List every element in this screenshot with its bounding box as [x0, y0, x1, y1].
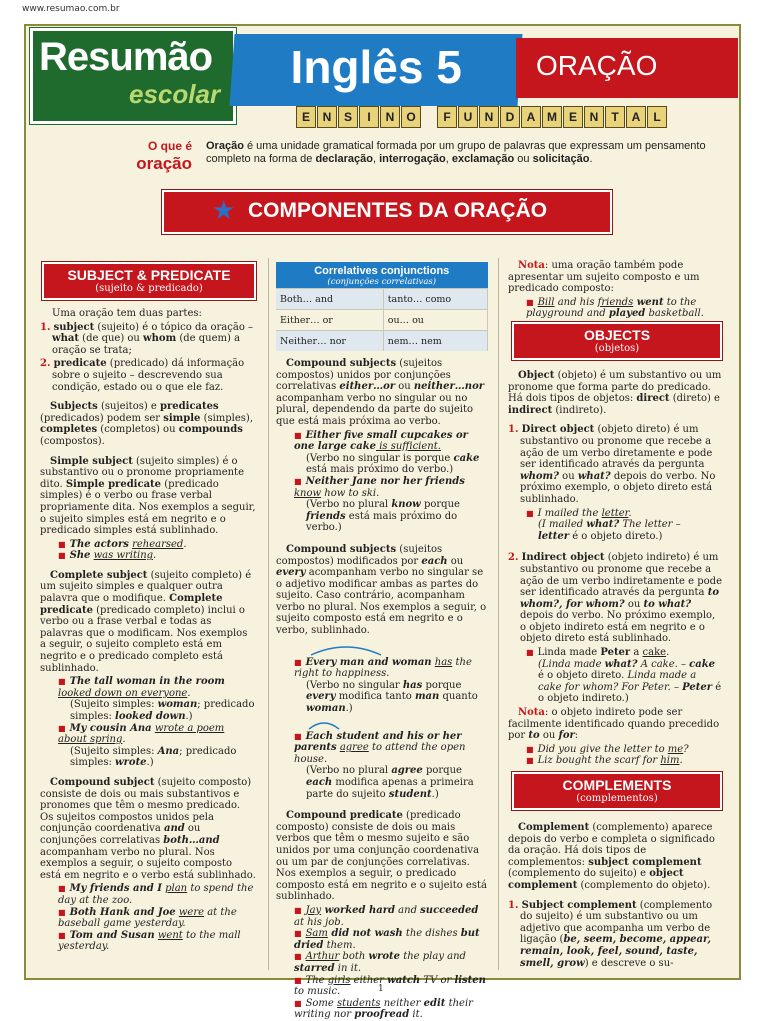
site-url: www.resumao.com.br [22, 4, 120, 14]
column-3b [508, 370, 722, 767]
example-note: (Linda made what? A cake. – cake é o objeto direto. Linda made a cake for whom? For Peter. – Peter é o objeto indireto.) [538, 658, 722, 705]
section-subtitle: (complementos) [576, 793, 658, 804]
bullet-icon: ■ [526, 744, 534, 754]
level-tiles [296, 106, 667, 128]
example: ■ Tom and Susan went to the mall yesterday. [58, 929, 241, 953]
example: ■ Every man and woman has the right to happiness. [294, 656, 472, 680]
brand-line2: escolar [129, 79, 221, 109]
term: subject [53, 321, 95, 333]
text: (de quem) a oração se trata; [52, 333, 241, 356]
bullet-icon: ■ [294, 731, 302, 741]
paragraph: Compound subject (sujeito composto) consiste de dois ou mais substantivos e pronomes que têm o mesmo predicado. Os sujeitos compostos unidos pela conjunção coordenativa and ou conjunções correlativas both…and acompanham verbo no plural. Nos exemplos a seguir, o sujeito composto está em negrito e o verbo está sublinhado. [40, 776, 256, 881]
intro-k3: exclamação [451, 153, 515, 165]
table-cell: Both… and [276, 289, 383, 310]
list-item [40, 322, 256, 357]
paragraph: Complete subject (sujeito completo) é um sujeito simples e qualquer outra palavra que o modifique. Complete predicate (predicado completo) inclui o verbo ou a frase verbal e todas as palavras que o modificam. Nos exemplos a seguir, o sujeito completo está em negrito e o predicado completo está sublinhado. [40, 569, 252, 674]
arrow-icon [306, 643, 386, 657]
table-row [276, 289, 488, 310]
section-subtitle: (objetos) [594, 343, 640, 354]
bullet-icon: ■ [58, 551, 66, 561]
bullet-icon: ■ [58, 677, 66, 687]
page-title: Inglês 5 [290, 41, 462, 93]
example: ■ Neither Jane nor her friends know how to ski. [294, 475, 465, 499]
intro-text: é uma unidade gramatical formada por um grupo de palavras que expressam um pensamento completo na forma de [206, 140, 706, 165]
bullet-icon: ■ [526, 297, 534, 307]
level-tile: O [401, 106, 421, 128]
bullet-icon: ■ [58, 884, 66, 894]
example: ■ The actors rehearsed. [58, 538, 187, 550]
level-tile: S [338, 106, 358, 128]
level-tile: T [605, 106, 625, 128]
paragraph: Compound subjects (sujeitos compostos) unidos por conjunções correlativas either…or ou neither…nor acompanham verbo no singular ou no plural, dependendo da parte do sujeito que está mais próxima ao verbo. [276, 358, 485, 427]
level-tile: N [584, 106, 604, 128]
title-box [229, 34, 522, 106]
example: ■ Both Hank and Joe were at the baseball game yesterday. [58, 906, 237, 930]
page-number: 1 [378, 984, 384, 994]
bullet-icon: ■ [58, 907, 66, 917]
intro-term: Oração [206, 140, 244, 152]
list-item: 1. Subject complement (complemento do sujeito) é um substantivo ou um adjetivo que acompanha um verbo de ligação (be, seem, become, appear, remain, look, feel, sound, taste, smell, grow) e descreve o su- [508, 899, 713, 969]
bullet-icon: ■ [294, 430, 302, 440]
list-item: 2. Indirect object (objeto indireto) é um substantivo ou pronome que recebe a ação de um verbo indiretamente e pode ser identificado através da pergunta to whom?, for whom? ou to what? depois do verbo. No próximo exemplo, o objeto indireto está em negrito e o objeto direto está sublinhado. [508, 552, 722, 645]
bullet-icon: ■ [294, 929, 302, 939]
column-divider [268, 258, 269, 970]
example: ■ Jay worked hard and succeeded at his job. [294, 904, 479, 928]
bullet-icon: ■ [294, 476, 302, 486]
subject-predicate-header [42, 262, 256, 300]
section-title: SUBJECT & PREDICATE [67, 267, 231, 283]
example: ■ My friends and I plan to spend the day at the zoo. [58, 883, 254, 906]
example: ■ Did you give the letter to me? [526, 743, 689, 755]
paragraph: Object (objeto) é um substantivo ou um pronome que forma parte do predicado. Há dois tipos de objetos: direct (direto) e indirect (indireto). [508, 370, 722, 416]
intro-label-small: O que é [147, 139, 192, 153]
tile-gap [422, 106, 436, 128]
example: ■ Some students neither edit their writing nor proofread it. [294, 997, 473, 1021]
intro-k4: solicitação [532, 153, 590, 165]
paragraph: Simple subject (sujeito simples) é o substantivo ou o pronome propriamente dito. Simple predicate (predicado simples) é o verbo ou frase verbal propriamente dita. Nos exemplos a seguir, o sujeito simples está em negrito e o predicado simples está sublinhado. [40, 455, 256, 537]
bullet-icon: ■ [526, 756, 534, 766]
star-icon: ★ [212, 196, 236, 226]
example-note: (Verbo no singular is porque cake está mais próximo do verbo.) [306, 452, 480, 476]
level-tile: A [626, 106, 646, 128]
paragraph: Uma oração tem duas partes: [52, 308, 202, 319]
intro-sep: , [445, 153, 452, 165]
table-cell: Neither… nor [276, 331, 383, 352]
table-cell: Either… or [276, 310, 383, 331]
bullet-icon: ■ [294, 952, 302, 962]
level-tile: F [437, 106, 457, 128]
intro-definition [206, 140, 706, 166]
example-note: (Verbo no plural know porque friends está mais próximo do verbo.) [306, 499, 460, 534]
example: ■ Either five small cupcakes or one large cake is sufficient. [294, 429, 468, 453]
table-row [276, 331, 488, 352]
bullet-icon: ■ [58, 930, 66, 940]
section-title: COMPLEMENTS [562, 777, 672, 793]
level-tile: L [647, 106, 667, 128]
example: ■ Each student and his or her parents agree to attend the open house. [294, 730, 466, 765]
section-title: OBJECTS [583, 327, 651, 343]
example: ■ The girls either watch TV or listen to music. [294, 974, 486, 998]
banner-title: COMPONENTES DA ORAÇÃO [248, 199, 548, 222]
column-divider [498, 258, 499, 970]
subject-tab [516, 38, 738, 98]
example-note: (Sujeito simples: Ana; predicado simples: wrote.) [70, 745, 237, 769]
example: ■ Sam did not wash the dishes but dried them. [294, 928, 480, 951]
table-title: Correlatives conjunctions [314, 265, 450, 277]
intro-sep: ou [514, 153, 533, 165]
example: ■ Linda made Peter a cake. [526, 647, 670, 659]
column-2 [276, 358, 488, 1021]
objects-header [512, 322, 722, 360]
list-item [40, 358, 256, 393]
level-tile: M [542, 106, 562, 128]
level-tile: N [317, 106, 337, 128]
intro-k1: declaração [315, 153, 373, 165]
complements-header [512, 772, 722, 810]
example: ■ My cousin Ana wrote a poem about spring. [58, 722, 225, 746]
note: Nota: uma oração também pode apresentar um sujeito composto e um predicado composto: [508, 260, 700, 295]
intro-label-big: oração [136, 154, 192, 173]
intro-k2: interrogação [379, 153, 446, 165]
paragraph: Compound predicate (predicado composto) consiste de dois ou mais verbos que têm o mesmo sujeito e são unidos por uma conjunção coordenativa ou um par de conjunções correlativas. Nos exemplos a seguir, o predicado composto está em negrito e o sujeito está sublinhado. [276, 810, 487, 903]
level-tile: N [380, 106, 400, 128]
table-header [276, 262, 488, 289]
example: ■ Liz bought the scarf for him. [526, 755, 683, 767]
bullet-icon: ■ [526, 508, 534, 518]
bullet-icon: ■ [294, 905, 302, 915]
level-tile: N [479, 106, 499, 128]
example: ■ She was writing. [58, 550, 157, 562]
bullet-icon: ■ [294, 998, 302, 1008]
term: whom [143, 333, 177, 345]
section-banner [162, 190, 612, 234]
table-subtitle: (conjunções correlativas) [327, 277, 437, 287]
term: what [52, 333, 79, 345]
bullet-icon: ■ [294, 657, 302, 667]
arrow-icon [304, 719, 344, 731]
brand-line1: Resumão [39, 35, 213, 79]
example: ■ Bill and his friends went to the playground and played basketball. [526, 296, 704, 320]
intro-label [98, 137, 192, 173]
level-tile: I [359, 106, 379, 128]
correlatives-table [276, 262, 488, 351]
level-tile: D [500, 106, 520, 128]
level-tile: A [521, 106, 541, 128]
table-cell: nem… nem [383, 331, 487, 352]
list-item: 1. Direct object (objeto direto) é um substantivo ou pronome que recebe a ação de um verbo diretamente e pode ser identificado através da pergunta whom? ou what? depois do verbo. No próximo exemplo, o objeto direto está sublinhado. [508, 424, 716, 505]
table-cell: tanto… como [383, 289, 487, 310]
paragraph: Complement (complemento) aparece depois do verbo e completa o significado da oração. Há dois tipos de complementos: subject complement (complemento do sujeito) e object complement (complemento do objeto). [508, 822, 715, 891]
note: Nota: o objeto indireto pode ser facilmente identificado quando precedido por to ou for: [508, 707, 720, 742]
bullet-icon: ■ [526, 648, 534, 658]
brand-logo [30, 28, 236, 124]
level-tile: E [296, 106, 316, 128]
example-note: (Verbo no plural agree porque each modifica apenas a primeira parte do sujeito student.) [306, 765, 474, 800]
level-tile: E [563, 106, 583, 128]
example: ■ The tall woman in the room looked down on everyone. [58, 676, 225, 699]
example-note: (Sujeito simples: woman; predicado simples: looked down.) [70, 699, 255, 722]
text: (de que) ou [78, 333, 144, 345]
text: (predicado) dá informação sobre o sujeito – descrevendo sua condição, estado ou o que ele faz. [52, 358, 245, 393]
table-cell: ou… ou [383, 310, 487, 331]
paragraph: Compound subjects (sujeitos compostos) modificados por each ou every acompanham verbo no singular se o adjetivo modificar ambas as partes do sujeito. Caso contrário, acompanham verbo no plural. Nos exemplos a seguir, o sujeito composto está em negrito e o verbo, sublinhado. [276, 543, 487, 637]
column-3c [508, 822, 722, 977]
text: (sujeito) é o tópico da oração – [94, 321, 254, 333]
list-number: 1. [40, 321, 51, 333]
bullet-icon: ■ [294, 975, 302, 985]
subject-tab-label: ORAÇÃO [536, 50, 658, 81]
paragraph: Subjects (sujeitos) e predicates (predicados) podem ser simple (simples), completes (completos) ou compounds (compostos). [40, 401, 254, 447]
intro-sep: , [372, 153, 380, 165]
section-subtitle: (sujeito & predicado) [95, 283, 203, 294]
column-3a [508, 260, 722, 320]
level-tile: U [458, 106, 478, 128]
term: predicate [53, 358, 107, 370]
intro-end: . [589, 153, 593, 165]
bullet-icon: ■ [58, 723, 66, 733]
table-row [276, 310, 488, 331]
example-note: (Verbo no singular has porque every modifica tanto man quanto woman.) [306, 679, 478, 715]
example-note: (I mailed what? The letter – letter é o objeto direto.) [538, 519, 681, 542]
bullet-icon: ■ [58, 539, 66, 549]
list-number: 2. [40, 358, 51, 370]
example: ■ Arthur both wrote the play and starred in it. [294, 951, 466, 974]
example: ■ I mailed the letter. [526, 507, 632, 519]
column-1 [40, 308, 256, 953]
